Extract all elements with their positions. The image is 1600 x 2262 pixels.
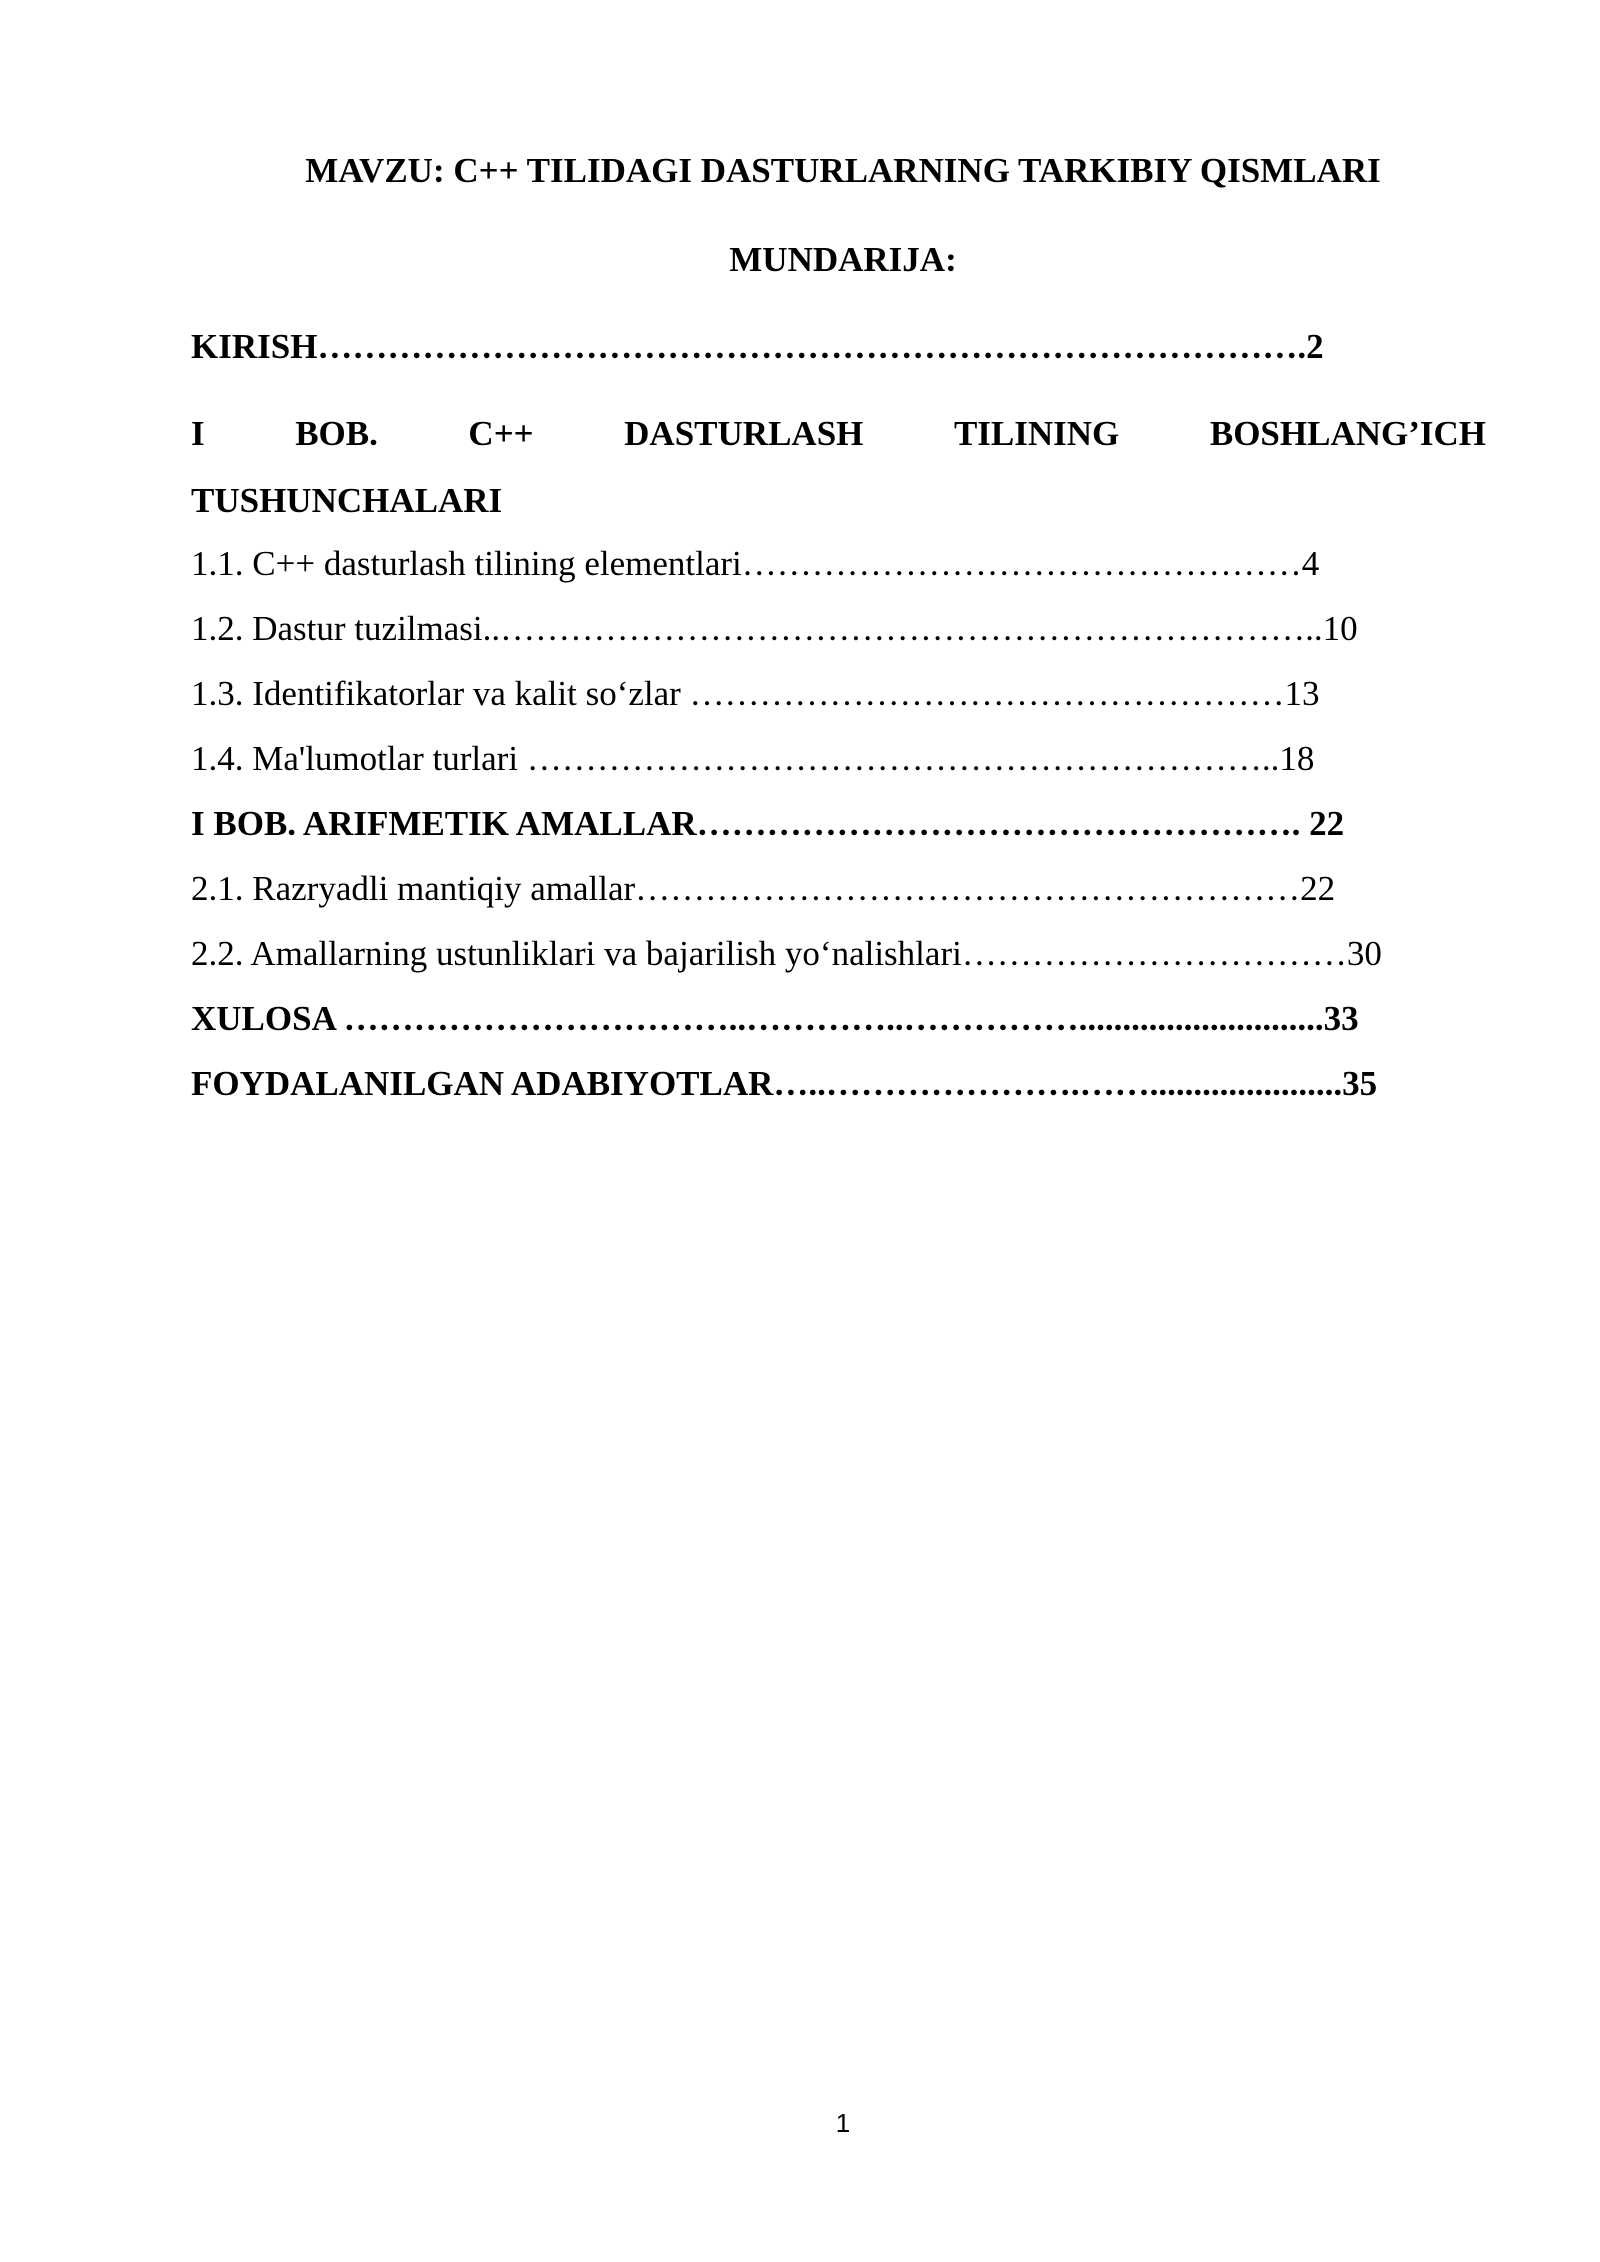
document-title: MAVZU: C++ TILIDAGI DASTURLARNING TARKIBIY QISMLARI (305, 151, 1381, 190)
toc-entry-xulosa: XULOSA ……………………………..…………..……………............................33 (191, 999, 1359, 1038)
toc-entry-1-3: 1.3. Identifikatorlar va kalit so‘zlar ……………………………………………13 (191, 674, 1320, 713)
toc-entry-1-4: 1.4. Ma'lumotlar turlari ………………………………………………………..18 (191, 739, 1315, 778)
chapter-1-word: BOSHLANG’ICH (1209, 414, 1486, 453)
toc-entry-adabiyotlar: FOYDALANILGAN ADABIYOTLAR…..………………….……......................35 (191, 1064, 1378, 1103)
chapter-1-word: C++ (468, 414, 534, 453)
chapter-1-title-line (191, 413, 1486, 455)
toc-entry-2-1: 2.1. Razryadli mantiqiy amallar…………………………………………………22 (191, 869, 1336, 908)
chapter-1-word: I (191, 414, 205, 453)
chapter-1-word: TILINING (953, 414, 1120, 453)
chapter-1-title-continuation: TUSHUNCHALARI (191, 481, 503, 520)
chapter-1-word: BOB. (295, 414, 378, 453)
toc-heading: MUNDARIJA: (729, 240, 957, 279)
chapter-1-word: DASTURLASH (624, 414, 864, 453)
page-number: 1 (835, 2108, 851, 2138)
toc-entry-kirish: KIRISH………………………………………………………………………….2 (191, 327, 1324, 366)
toc-entry-1-2: 1.2. Dastur tuzilmasi..……………………………………………………………..10 (191, 609, 1358, 648)
toc-entry-chapter-1 (191, 413, 1486, 522)
toc-entry-2-2: 2.2. Amallarning ustunliklari va bajarilish yo‘nalishlari……………………………30 (191, 934, 1382, 973)
toc-entry-chapter-2: I BOB. ARIFMETIK AMALLAR……………………………………………. 22 (191, 804, 1345, 843)
toc-entry-1-1: 1.1. C++ dasturlash tilining elementlari…………………………………………4 (191, 544, 1320, 583)
